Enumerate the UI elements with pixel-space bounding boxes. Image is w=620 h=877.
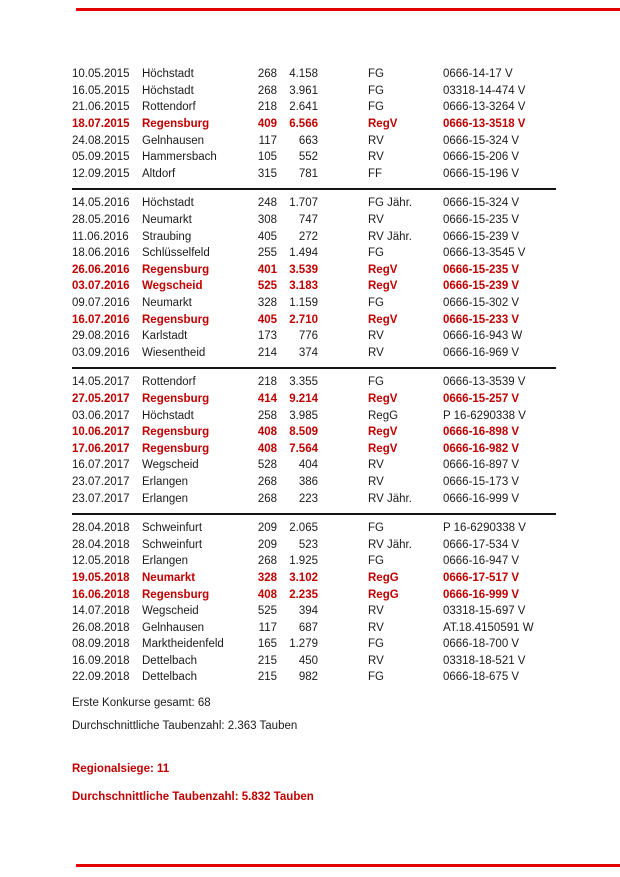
table-row <box>72 457 556 474</box>
table-row <box>72 311 556 328</box>
cell-pigeons: 7.564 <box>289 442 318 455</box>
cell-ring: 0666-15-196 V <box>443 167 520 180</box>
cell-league: FG <box>368 671 384 684</box>
cell-pigeons: 552 <box>298 151 318 164</box>
cell-place: Regensburg <box>142 263 210 276</box>
cell-place: Erlangen <box>142 492 189 505</box>
year-group-2018 <box>72 513 556 686</box>
cell-pigeons: 663 <box>298 134 318 147</box>
cell-date: 03.07.2016 <box>72 280 130 293</box>
page-top-border <box>76 8 620 11</box>
year-group-2015 <box>72 66 556 182</box>
cell-date: 12.09.2015 <box>72 167 130 180</box>
cell-league: FG Jähr. <box>368 197 413 210</box>
cell-place: Hammersbach <box>142 151 217 164</box>
cell-place: Höchstadt <box>142 409 194 422</box>
cell-league: RV <box>368 475 384 488</box>
cell-distance: 248 <box>257 197 277 210</box>
cell-distance: 268 <box>257 475 277 488</box>
cell-ring: 0666-16-943 W <box>443 330 523 343</box>
cell-place: Straubing <box>142 230 192 243</box>
cell-league: FF <box>368 167 383 180</box>
cell-ring: 0666-15-324 V <box>443 134 520 147</box>
cell-place: Altdorf <box>142 167 176 180</box>
table-row <box>72 490 556 507</box>
cell-place: Karlstadt <box>142 330 188 343</box>
cell-ring: 0666-13-3545 V <box>443 247 526 260</box>
cell-league: RegV <box>368 426 398 439</box>
table-row <box>72 603 556 620</box>
cell-pigeons: 394 <box>298 605 318 618</box>
cell-ring: 03318-18-521 V <box>443 654 526 667</box>
cell-league: RV <box>368 134 384 147</box>
cell-league: RegV <box>368 118 398 131</box>
table-row <box>72 66 556 83</box>
cell-ring: 0666-15-206 V <box>443 151 520 164</box>
table-row <box>72 636 556 653</box>
table-row <box>72 374 556 391</box>
cell-place: Gelnhausen <box>142 134 205 147</box>
cell-pigeons: 3.355 <box>289 376 318 389</box>
table-row <box>72 653 556 670</box>
cell-place: Rottendorf <box>142 101 196 114</box>
cell-date: 28.04.2018 <box>72 522 130 535</box>
summary-regional-avg-pigeons: Durchschnittliche Taubenzahl: 5.832 Tauben <box>72 791 314 803</box>
cell-ring: 0666-15-173 V <box>443 475 520 488</box>
cell-distance: 414 <box>257 392 277 405</box>
cell-distance: 328 <box>257 571 277 584</box>
cell-pigeons: 523 <box>298 538 318 551</box>
cell-pigeons: 3.102 <box>289 571 318 584</box>
cell-pigeons: 1.925 <box>289 555 318 568</box>
cell-date: 22.09.2018 <box>72 671 130 684</box>
cell-league: RV Jähr. <box>368 492 412 505</box>
cell-league: RV <box>368 621 384 634</box>
cell-place: Höchstadt <box>142 197 194 210</box>
table-row <box>72 166 556 183</box>
cell-date: 14.05.2017 <box>72 376 130 389</box>
cell-league: FG <box>368 638 384 651</box>
year-group-2017 <box>72 367 556 507</box>
summary-regional-wins: Regionalsiege: 11 <box>72 763 170 775</box>
cell-pigeons: 450 <box>298 654 318 667</box>
cell-place: Regensburg <box>142 313 210 326</box>
summary-total-firsts: Erste Konkurse gesamt: 68 <box>72 697 211 709</box>
table-row <box>72 391 556 408</box>
table-row <box>72 212 556 229</box>
cell-league: RV <box>368 605 384 618</box>
cell-place: Dettelbach <box>142 671 197 684</box>
cell-ring: 0666-16-947 V <box>443 555 520 568</box>
cell-distance: 218 <box>257 101 277 114</box>
cell-distance: 528 <box>257 459 277 472</box>
cell-league: RV <box>368 151 384 164</box>
cell-pigeons: 781 <box>298 167 318 180</box>
cell-distance: 173 <box>257 330 277 343</box>
cell-distance: 525 <box>257 280 277 293</box>
cell-distance: 209 <box>257 538 277 551</box>
cell-pigeons: 982 <box>298 671 318 684</box>
cell-ring: 0666-15-302 V <box>443 297 520 310</box>
cell-league: FG <box>368 555 384 568</box>
cell-date: 14.05.2016 <box>72 197 130 210</box>
cell-pigeons: 3.985 <box>289 409 318 422</box>
cell-date: 05.09.2015 <box>72 151 130 164</box>
cell-ring: 0666-14-17 V <box>443 68 513 81</box>
year-group-2016 <box>72 188 556 361</box>
cell-pigeons: 687 <box>298 621 318 634</box>
table-row <box>72 520 556 537</box>
cell-pigeons: 223 <box>298 492 318 505</box>
cell-distance: 405 <box>257 313 277 326</box>
cell-pigeons: 2.235 <box>289 588 318 601</box>
cell-distance: 401 <box>257 263 277 276</box>
cell-league: FG <box>368 84 384 97</box>
cell-pigeons: 4.158 <box>289 68 318 81</box>
cell-date: 23.07.2017 <box>72 492 130 505</box>
cell-place: Dettelbach <box>142 654 197 667</box>
table-row <box>72 424 556 441</box>
cell-place: Regensburg <box>142 392 210 405</box>
table-row <box>72 407 556 424</box>
cell-date: 14.07.2018 <box>72 605 130 618</box>
cell-date: 16.09.2018 <box>72 654 130 667</box>
table-row <box>72 553 556 570</box>
cell-ring: 0666-18-675 V <box>443 671 520 684</box>
cell-ring: 0666-15-239 V <box>443 280 520 293</box>
cell-distance: 105 <box>257 151 277 164</box>
cell-distance: 408 <box>257 442 277 455</box>
cell-ring: 0666-13-3264 V <box>443 101 526 114</box>
cell-place: Neumarkt <box>142 214 192 227</box>
summary-block <box>72 697 572 804</box>
cell-ring: 0666-18-700 V <box>443 638 520 651</box>
cell-place: Regensburg <box>142 118 210 131</box>
cell-date: 21.06.2015 <box>72 101 130 114</box>
cell-league: RegV <box>368 392 398 405</box>
cell-distance: 209 <box>257 522 277 535</box>
cell-distance: 328 <box>257 297 277 310</box>
cell-place: Regensburg <box>142 588 210 601</box>
cell-ring: 0666-15-235 V <box>443 263 520 276</box>
cell-distance: 268 <box>257 492 277 505</box>
cell-distance: 117 <box>258 621 277 634</box>
cell-ring: 0666-16-969 V <box>443 346 520 359</box>
cell-pigeons: 9.214 <box>289 392 318 405</box>
cell-date: 03.06.2017 <box>72 409 130 422</box>
cell-ring: 0666-16-897 V <box>443 459 520 472</box>
cell-distance: 214 <box>257 346 277 359</box>
cell-league: RV <box>368 214 384 227</box>
cell-league: RegG <box>368 588 399 601</box>
table-row <box>72 195 556 212</box>
cell-place: Schlüsselfeld <box>142 247 210 260</box>
table-row <box>72 132 556 149</box>
cell-date: 18.07.2015 <box>72 118 130 131</box>
cell-place: Höchstadt <box>142 84 194 97</box>
cell-distance: 308 <box>257 214 277 227</box>
cell-league: FG <box>368 297 384 310</box>
results-table <box>72 66 556 686</box>
cell-distance: 315 <box>257 167 277 180</box>
cell-ring: 0666-16-982 V <box>443 442 520 455</box>
cell-place: Wegscheid <box>142 280 203 293</box>
cell-place: Erlangen <box>142 555 189 568</box>
table-row <box>72 295 556 312</box>
cell-distance: 268 <box>257 555 277 568</box>
table-row <box>72 278 556 295</box>
cell-distance: 405 <box>257 230 277 243</box>
cell-distance: 165 <box>257 638 277 651</box>
cell-league: RV <box>368 654 384 667</box>
cell-distance: 255 <box>257 247 277 260</box>
cell-date: 27.05.2017 <box>72 392 130 405</box>
table-row <box>72 245 556 262</box>
cell-distance: 215 <box>257 671 277 684</box>
table-row <box>72 99 556 116</box>
cell-distance: 409 <box>257 118 277 131</box>
cell-pigeons: 404 <box>298 459 318 472</box>
cell-league: RV <box>368 330 384 343</box>
table-row <box>72 149 556 166</box>
cell-distance: 268 <box>257 84 277 97</box>
cell-place: Erlangen <box>142 475 189 488</box>
cell-date: 03.09.2016 <box>72 346 130 359</box>
cell-ring: 03318-14-474 V <box>443 84 526 97</box>
cell-place: Schweinfurt <box>142 522 203 535</box>
table-row <box>72 116 556 133</box>
cell-distance: 215 <box>257 654 277 667</box>
cell-pigeons: 2.710 <box>289 313 318 326</box>
cell-ring: 0666-17-517 V <box>443 571 520 584</box>
cell-pigeons: 2.065 <box>289 522 318 535</box>
cell-date: 09.07.2016 <box>72 297 130 310</box>
cell-distance: 408 <box>257 426 277 439</box>
table-row <box>72 669 556 686</box>
cell-place: Gelnhausen <box>142 621 205 634</box>
cell-distance: 258 <box>257 409 277 422</box>
table-row <box>72 83 556 100</box>
cell-date: 29.08.2016 <box>72 330 130 343</box>
cell-place: Regensburg <box>142 426 210 439</box>
cell-ring: 0666-15-324 V <box>443 197 520 210</box>
table-row <box>72 440 556 457</box>
cell-pigeons: 776 <box>298 330 318 343</box>
cell-pigeons: 374 <box>298 346 318 359</box>
cell-date: 16.06.2018 <box>72 588 130 601</box>
cell-pigeons: 2.641 <box>289 101 318 114</box>
cell-league: RV <box>368 459 384 472</box>
cell-league: RegG <box>368 409 399 422</box>
cell-date: 18.06.2016 <box>72 247 130 260</box>
cell-distance: 268 <box>257 68 277 81</box>
cell-league: RegV <box>368 313 398 326</box>
cell-league: FG <box>368 68 384 81</box>
table-row <box>72 328 556 345</box>
cell-league: FG <box>368 247 384 260</box>
cell-distance: 408 <box>257 588 277 601</box>
cell-place: Wegscheid <box>142 605 199 618</box>
cell-pigeons: 1.707 <box>289 197 318 210</box>
cell-ring: 0666-17-534 V <box>443 538 520 551</box>
cell-place: Neumarkt <box>142 297 192 310</box>
cell-ring: 0666-16-999 V <box>443 492 520 505</box>
cell-date: 28.04.2018 <box>72 538 130 551</box>
cell-league: RegV <box>368 442 398 455</box>
cell-league: FG <box>368 376 384 389</box>
cell-pigeons: 272 <box>298 230 318 243</box>
cell-pigeons: 8.509 <box>289 426 318 439</box>
cell-league: RV Jähr. <box>368 538 412 551</box>
table-row <box>72 586 556 603</box>
cell-date: 10.06.2017 <box>72 426 130 439</box>
table-row <box>72 262 556 279</box>
cell-ring: 0666-15-257 V <box>443 392 520 405</box>
cell-pigeons: 3.183 <box>289 280 318 293</box>
summary-avg-pigeons: Durchschnittliche Taubenzahl: 2.363 Tauben <box>72 720 298 732</box>
cell-ring: P 16-6290338 V <box>443 409 526 422</box>
cell-date: 08.09.2018 <box>72 638 130 651</box>
cell-date: 16.07.2016 <box>72 313 130 326</box>
cell-pigeons: 1.494 <box>289 247 318 260</box>
cell-ring: 0666-15-233 V <box>443 313 520 326</box>
cell-date: 26.06.2016 <box>72 263 130 276</box>
cell-pigeons: 6.566 <box>289 118 318 131</box>
cell-date: 10.05.2015 <box>72 68 130 81</box>
cell-league: RV <box>368 346 384 359</box>
cell-pigeons: 1.279 <box>289 638 318 651</box>
cell-ring: 0666-13-3518 V <box>443 118 526 131</box>
cell-date: 26.08.2018 <box>72 621 130 634</box>
cell-date: 11.06.2016 <box>72 230 129 243</box>
cell-date: 12.05.2018 <box>72 555 130 568</box>
cell-pigeons: 1.159 <box>289 297 318 310</box>
cell-place: Wegscheid <box>142 459 199 472</box>
cell-pigeons: 3.961 <box>289 84 318 97</box>
table-row <box>72 619 556 636</box>
cell-ring: AT.18.4150591 W <box>443 621 534 634</box>
cell-place: Neumarkt <box>142 571 196 584</box>
cell-distance: 525 <box>257 605 277 618</box>
table-row <box>72 474 556 491</box>
page-bottom-border <box>76 864 620 867</box>
cell-place: Höchstadt <box>142 68 194 81</box>
table-row <box>72 536 556 553</box>
cell-date: 17.06.2017 <box>72 442 130 455</box>
cell-place: Marktheidenfeld <box>142 638 224 651</box>
cell-ring: P 16-6290338 V <box>443 522 526 535</box>
table-row <box>72 345 556 362</box>
cell-date: 16.07.2017 <box>72 459 130 472</box>
cell-pigeons: 747 <box>298 214 318 227</box>
cell-date: 23.07.2017 <box>72 475 130 488</box>
cell-date: 24.08.2015 <box>72 134 130 147</box>
table-row <box>72 228 556 245</box>
cell-ring: 0666-13-3539 V <box>443 376 526 389</box>
cell-league: RegV <box>368 280 398 293</box>
cell-ring: 0666-15-235 V <box>443 214 520 227</box>
cell-place: Regensburg <box>142 442 210 455</box>
cell-distance: 117 <box>258 134 277 147</box>
cell-league: FG <box>368 522 384 535</box>
table-row <box>72 570 556 587</box>
cell-place: Wiesentheid <box>142 346 206 359</box>
cell-ring: 0666-15-239 V <box>443 230 520 243</box>
cell-pigeons: 3.539 <box>289 263 318 276</box>
cell-date: 28.05.2016 <box>72 214 130 227</box>
cell-league: RegG <box>368 571 399 584</box>
cell-distance: 218 <box>257 376 277 389</box>
cell-ring: 0666-16-898 V <box>443 426 520 439</box>
cell-ring: 03318-15-697 V <box>443 605 526 618</box>
cell-ring: 0666-16-999 V <box>443 588 520 601</box>
cell-league: RegV <box>368 263 398 276</box>
cell-place: Rottendorf <box>142 376 196 389</box>
cell-date: 19.05.2018 <box>72 571 130 584</box>
cell-place: Schweinfurt <box>142 538 203 551</box>
cell-pigeons: 386 <box>298 475 318 488</box>
cell-date: 16.05.2015 <box>72 84 130 97</box>
cell-league: RV Jähr. <box>368 230 412 243</box>
cell-league: FG <box>368 101 384 114</box>
